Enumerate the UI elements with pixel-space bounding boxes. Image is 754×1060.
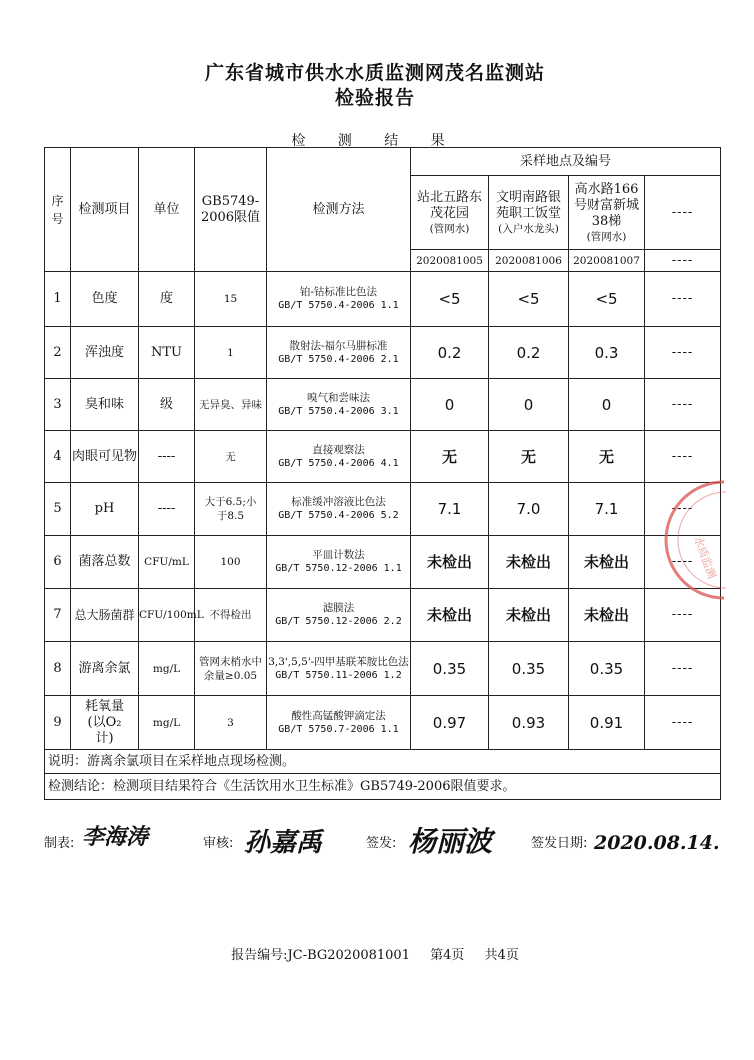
row-method: 3,3',5,5'-四甲基联苯胺比色法 <box>268 655 409 668</box>
row-value-1: <5 <box>411 272 489 327</box>
row-value-3: 无 <box>569 431 645 483</box>
row-method-cell <box>267 589 411 642</box>
table-row <box>45 642 721 696</box>
row-seq: 8 <box>45 642 71 696</box>
row-limit: 无异臭、异味 <box>195 379 267 431</box>
seal-stamp-icon <box>664 478 754 602</box>
row-value-2: 0.2 <box>489 327 569 379</box>
approved-signature: 杨丽波 <box>408 825 493 858</box>
row-item: 菌落总数 <box>71 536 139 589</box>
row-method-cell <box>267 431 411 483</box>
row-method: 散射法-福尔马肼标准 <box>289 339 388 352</box>
row-item: 臭和味 <box>71 379 139 431</box>
header-unit: 单位 <box>139 148 195 272</box>
row-value-3: 7.1 <box>569 483 645 536</box>
row-value-1: 未检出 <box>411 536 489 589</box>
site-3-header <box>569 176 645 250</box>
row-unit: 级 <box>139 379 195 431</box>
site-1-code: 2020081005 <box>411 250 489 272</box>
row-seq: 7 <box>45 589 71 642</box>
report-title: 广东省城市供水水质监测网茂名监测站 <box>204 62 545 84</box>
site-2-type: (入户水龙头) <box>498 222 559 235</box>
row-standard: GB/T 5750.4-2006 4.1 <box>278 457 399 469</box>
header-seq: 序号 <box>45 148 71 272</box>
row-method: 铂-钴标准比色法 <box>299 286 378 298</box>
table-row <box>45 483 721 536</box>
row-item: 游离余氯 <box>71 642 139 696</box>
row-extra: ---- <box>645 642 721 696</box>
reviewed-label: 审核: <box>203 836 234 851</box>
row-limit: 15 <box>195 272 267 327</box>
header-method: 检测方法 <box>267 148 411 272</box>
table-row <box>45 327 721 379</box>
row-value-1: 7.1 <box>411 483 489 536</box>
row-value-1: 0.97 <box>411 696 489 750</box>
row-value-3: 未检出 <box>569 536 645 589</box>
header-sampling-group: 采样地点及编号 <box>411 148 721 176</box>
site-2-code: 2020081006 <box>489 250 569 272</box>
row-standard: GB/T 5750.4-2006 2.1 <box>278 353 399 365</box>
row-seq: 1 <box>45 272 71 327</box>
header-limit: GB5749-2006限值 <box>195 148 267 272</box>
row-unit: mg/L <box>139 696 195 750</box>
row-value-2: 0.35 <box>489 642 569 696</box>
row-unit: ---- <box>139 483 195 536</box>
prepared-label: 制表: <box>44 836 75 851</box>
row-seq: 2 <box>45 327 71 379</box>
row-value-2: 未检出 <box>489 536 569 589</box>
row-value-3: 0.91 <box>569 696 645 750</box>
row-limit: 大于6.5;小于8.5 <box>195 483 267 536</box>
row-item: 肉眼可见物 <box>71 431 139 483</box>
row-standard: GB/T 5750.4-2006 1.1 <box>278 300 399 311</box>
row-method-cell <box>267 379 411 431</box>
row-limit: 100 <box>195 536 267 589</box>
row-value-1: 未检出 <box>411 589 489 642</box>
row-seq: 4 <box>45 431 71 483</box>
row-seq: 9 <box>45 696 71 750</box>
row-limit: 无 <box>195 431 267 483</box>
table-row <box>45 696 721 750</box>
row-unit: ---- <box>139 431 195 483</box>
extra-site-header: ---- <box>645 176 721 250</box>
row-extra: ---- <box>645 483 721 536</box>
row-extra: ---- <box>645 327 721 379</box>
row-value-3: 0 <box>569 379 645 431</box>
approved-label: 签发: <box>366 836 397 851</box>
page-number: 第4页 <box>430 948 465 963</box>
extra-code: ---- <box>645 250 721 272</box>
row-extra: ---- <box>645 536 721 589</box>
row-unit: 度 <box>139 272 195 327</box>
row-unit: NTU <box>139 327 195 379</box>
row-item: pH <box>71 483 139 536</box>
row-unit: CFU/mL <box>139 536 195 589</box>
row-method: 酸性高锰酸钾滴定法 <box>291 709 386 722</box>
table-row <box>45 536 721 589</box>
row-value-2: <5 <box>489 272 569 327</box>
table-row <box>45 379 721 431</box>
row-value-1: 无 <box>411 431 489 483</box>
row-standard: GB/T 5750.4-2006 5.2 <box>278 510 399 521</box>
footer <box>0 944 750 963</box>
issue-date-label: 签发日期: <box>531 836 588 851</box>
section-title: 检 测 结 果 <box>291 133 459 149</box>
row-limit: 管网末梢水中余量≥0.05 <box>195 642 267 696</box>
header-item: 检测项目 <box>71 148 139 272</box>
row-value-3: 未检出 <box>569 589 645 642</box>
row-standard: GB/T 5750.12-2006 1.1 <box>275 563 402 574</box>
site-1-header <box>411 176 489 250</box>
site-1-name: 站北五路东茂花园 <box>416 189 482 221</box>
note-text: 说明：游离余氯项目在采样地点现场检测。 <box>45 750 721 774</box>
row-item: 浑浊度 <box>71 327 139 379</box>
row-method: 直接观察法 <box>312 443 365 456</box>
row-unit: mg/L <box>139 642 195 696</box>
site-2-name: 文明南路银苑职工饭堂 <box>495 189 561 221</box>
row-value-1: 0.35 <box>411 642 489 696</box>
row-method: 平皿计数法 <box>312 549 365 561</box>
row-limit: 不得检出 <box>195 589 267 642</box>
row-value-2: 7.0 <box>489 483 569 536</box>
row-method-cell <box>267 327 411 379</box>
row-standard: GB/T 5750.11-2006 1.2 <box>275 669 402 681</box>
row-seq: 6 <box>45 536 71 589</box>
row-value-2: 未检出 <box>489 589 569 642</box>
site-3-name: 高水路166号财富新城38梯 <box>573 181 639 229</box>
report-subtitle: 检验报告 <box>334 87 415 109</box>
row-standard: GB/T 5750.4-2006 3.1 <box>278 405 399 417</box>
row-extra: ---- <box>645 272 721 327</box>
row-method: 标准缓冲溶液比色法 <box>291 496 386 508</box>
row-value-3: <5 <box>569 272 645 327</box>
row-method: 嗅气和尝味法 <box>307 391 370 404</box>
row-item: 总大肠菌群 <box>71 589 139 642</box>
conclusion-text: 检测结论：检测项目结果符合《生活饮用水卫生标准》GB5749-2006限值要求。 <box>45 774 721 800</box>
table-row <box>45 431 721 483</box>
row-value-3: 0.3 <box>569 327 645 379</box>
table-row <box>45 589 721 642</box>
row-seq: 5 <box>45 483 71 536</box>
site-1-type: (管网水) <box>429 222 470 235</box>
row-unit: CFU/100mL <box>139 589 195 642</box>
row-item: 耗氧量(以O₂计) <box>71 696 139 750</box>
row-seq: 3 <box>45 379 71 431</box>
row-method-cell <box>267 642 411 696</box>
report-number: 报告编号:JC-BG2020081001 <box>231 948 410 963</box>
row-method-cell <box>267 696 411 750</box>
row-method-cell <box>267 536 411 589</box>
row-method: 滤膜法 <box>322 602 355 614</box>
reviewed-signature: 孙嘉禹 <box>244 828 323 858</box>
row-value-2: 0.93 <box>489 696 569 750</box>
issue-date-value: 2020.08.14. <box>594 832 720 854</box>
site-2-header <box>489 176 569 250</box>
site-3-code: 2020081007 <box>569 250 645 272</box>
row-standard: GB/T 5750.7-2006 1.1 <box>278 723 399 735</box>
row-method-cell <box>267 483 411 536</box>
row-value-2: 0 <box>489 379 569 431</box>
row-extra: ---- <box>645 431 721 483</box>
results-table <box>44 147 721 800</box>
row-value-1: 0 <box>411 379 489 431</box>
page-total: 共4页 <box>484 948 519 963</box>
row-extra: ---- <box>645 379 721 431</box>
prepared-signature: 李海涛 <box>82 824 149 850</box>
table-row <box>45 272 721 327</box>
row-item: 色度 <box>71 272 139 327</box>
row-value-2: 无 <box>489 431 569 483</box>
row-extra: ---- <box>645 696 721 750</box>
site-3-type: (管网水) <box>586 230 627 243</box>
row-limit: 3 <box>195 696 267 750</box>
row-standard: GB/T 5750.12-2006 2.2 <box>275 616 402 627</box>
row-extra: ---- <box>645 589 721 642</box>
svg-text:水质监测: 水质监测 <box>691 534 719 581</box>
row-value-1: 0.2 <box>411 327 489 379</box>
row-value-3: 0.35 <box>569 642 645 696</box>
row-limit: 1 <box>195 327 267 379</box>
row-method-cell <box>267 272 411 327</box>
